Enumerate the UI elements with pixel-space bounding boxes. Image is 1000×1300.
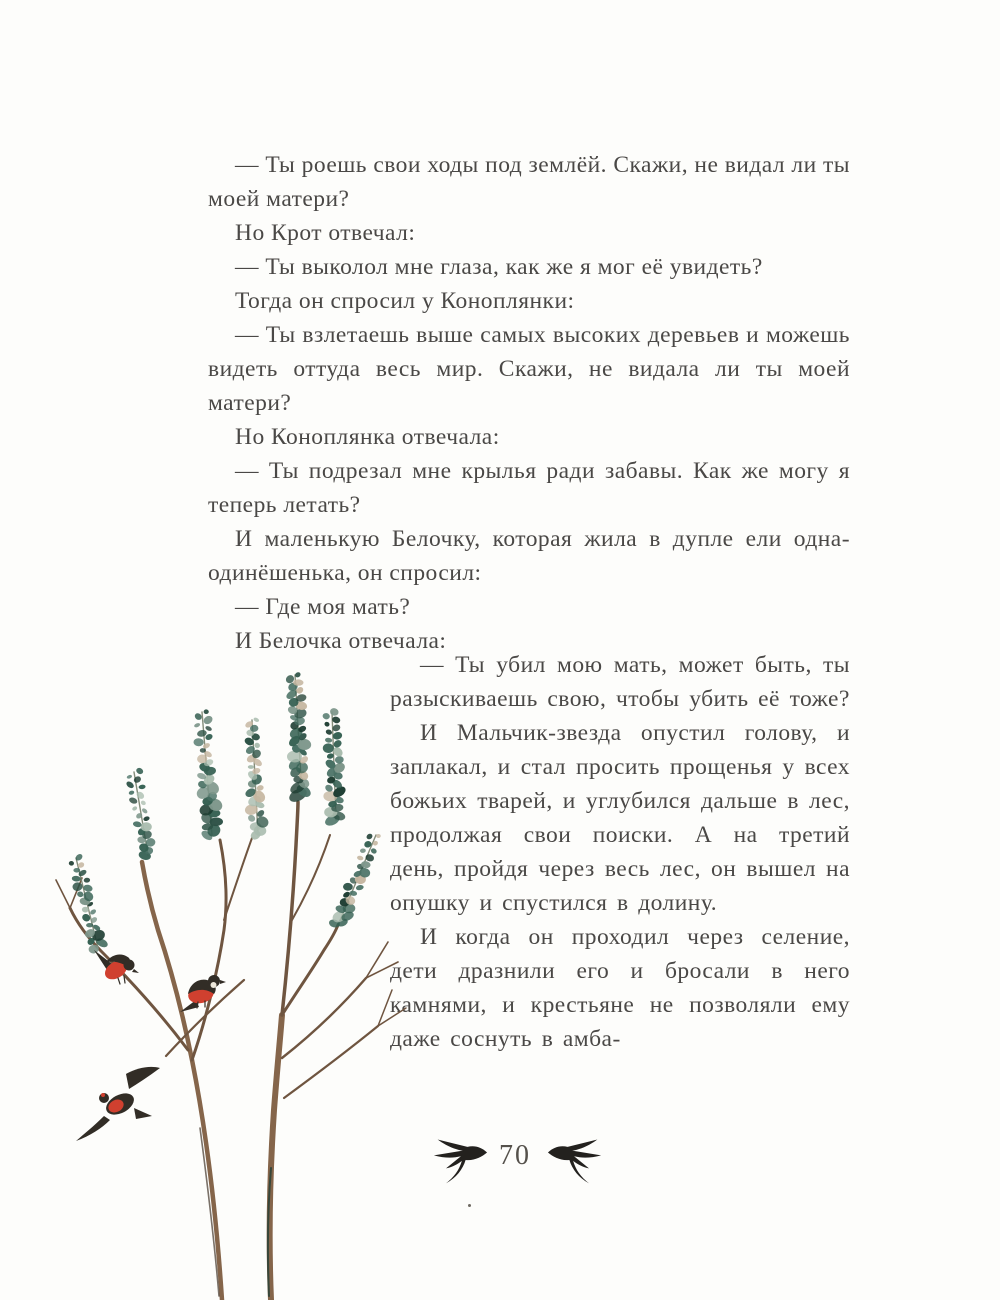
catkin-blob [128,790,135,796]
twig [378,990,392,1026]
catkin-blob [72,875,82,882]
catkin-blob [343,883,353,891]
catkin-blob [193,738,203,746]
bird-beak [220,980,226,984]
catkin-blob [128,796,138,804]
bird-cheek [211,982,217,988]
catkin-blob [356,855,363,861]
bird-leg [118,978,120,984]
catkin-blob [202,714,214,726]
catkin-blob [125,780,135,789]
catkin-blob [73,868,80,873]
catkin-blob [324,721,331,728]
catkin-blob [143,816,151,822]
catkin-blob [256,784,264,791]
tall-stem [282,802,298,1015]
catkin-blob [203,709,209,714]
catkin-blob [135,767,144,775]
catkin-blob [140,800,147,806]
paragraph: Но Крот отвечал: [235,220,416,246]
catkin-blob [370,847,378,854]
catkin-blob [329,707,339,716]
paragraph: — Ты подрезал мне крылья ради забавы. Как же могу я теперь летать? [208,458,850,518]
paragraph: И Белочка отвечала: [235,628,447,654]
swallow-flying-right-icon [432,1136,488,1184]
story-text-narrow-column [390,648,850,1056]
catkin-blob [325,729,333,736]
swallow-flying-left-icon [547,1136,603,1184]
catkin-blob [138,784,146,789]
catkin-blob [248,765,254,769]
paragraph: — Где моя мать? [235,594,411,620]
catkin-stem [224,838,252,920]
catkin-blob [126,774,132,779]
catkin-blob [253,717,260,723]
bird-beak [132,969,139,973]
catkin-blob [376,834,381,838]
catkin-blob [132,821,142,828]
catkin-blob [334,756,344,765]
paragraph: Тогда он спросил у Коноплянки: [235,288,575,314]
catkin-blob [82,907,89,913]
catkin-blob [365,833,373,841]
catkin-blob [205,725,213,732]
twig [56,880,70,908]
left-trunk [142,862,222,1300]
paragraph: И Мальчик-звезда опустил голову, и заплакал, и стал просить прощенья у всех божьих тварей, и углубился дальше в лес, продолжая свои поиски. А на третий день, пройдя через весь лес, он вышел на опушку и спустился в долину. [390,720,850,916]
catkin-blob [86,923,93,927]
bird-tail [134,1108,152,1119]
story-text-full-width [208,148,850,658]
paragraph: И маленькую Белочку, которая жила в дупле ели одна-одинёшенька, он спросил: [208,526,850,586]
bird-crown [101,1093,105,1097]
paragraph: И когда он проходил через селение, дети дразнили его и бросали в него камнями, и крестьяне не позволяли ему даже соснуть в амба- [390,924,850,1052]
catkin-blob [322,712,330,720]
catkin-blob [131,806,137,812]
catkin-blob [76,891,84,898]
catkin-blob [365,853,375,862]
catkin-blob [293,679,303,685]
catkin-blob [325,737,333,743]
catkin-blob [84,878,91,883]
page-number: 70 [499,1140,531,1171]
paragraph: Но Коноплянка отвечала: [235,424,500,450]
ink-dot [468,1204,471,1207]
paragraph: — Ты убил мою мать, может быть, ты разыскиваешь свою, чтобы убить её тоже? [390,652,850,712]
bird-head [124,960,135,971]
catkin-stem [292,835,330,920]
left-branch [70,908,188,1050]
bird-wing [126,1067,160,1089]
paragraph: — Ты роешь свои ходы под землёй. Скажи, не видал ли ты моей матери? [208,152,850,212]
catkin-blob [360,848,366,853]
paragraph: — Ты выколол мне глаза, как же я мог её увидеть? [235,254,763,280]
middle-stem [192,840,226,1060]
catkin-blob [323,743,334,753]
catkin-blob [74,853,83,862]
catkin-blob [247,814,257,824]
catkin-blob [355,884,364,891]
bare-branch [284,1026,378,1098]
catkin-blob [194,722,201,728]
catkin-blob [69,861,75,866]
catkin-blob [141,807,148,814]
paragraph: — Ты взлетаешь выше самых высоких деревьев и можешь видеть оттуда весь мир. Скажи, не видала ли ты моей матери? [208,322,850,416]
page-footer [0,1132,1000,1202]
catkin-blob [72,882,83,892]
